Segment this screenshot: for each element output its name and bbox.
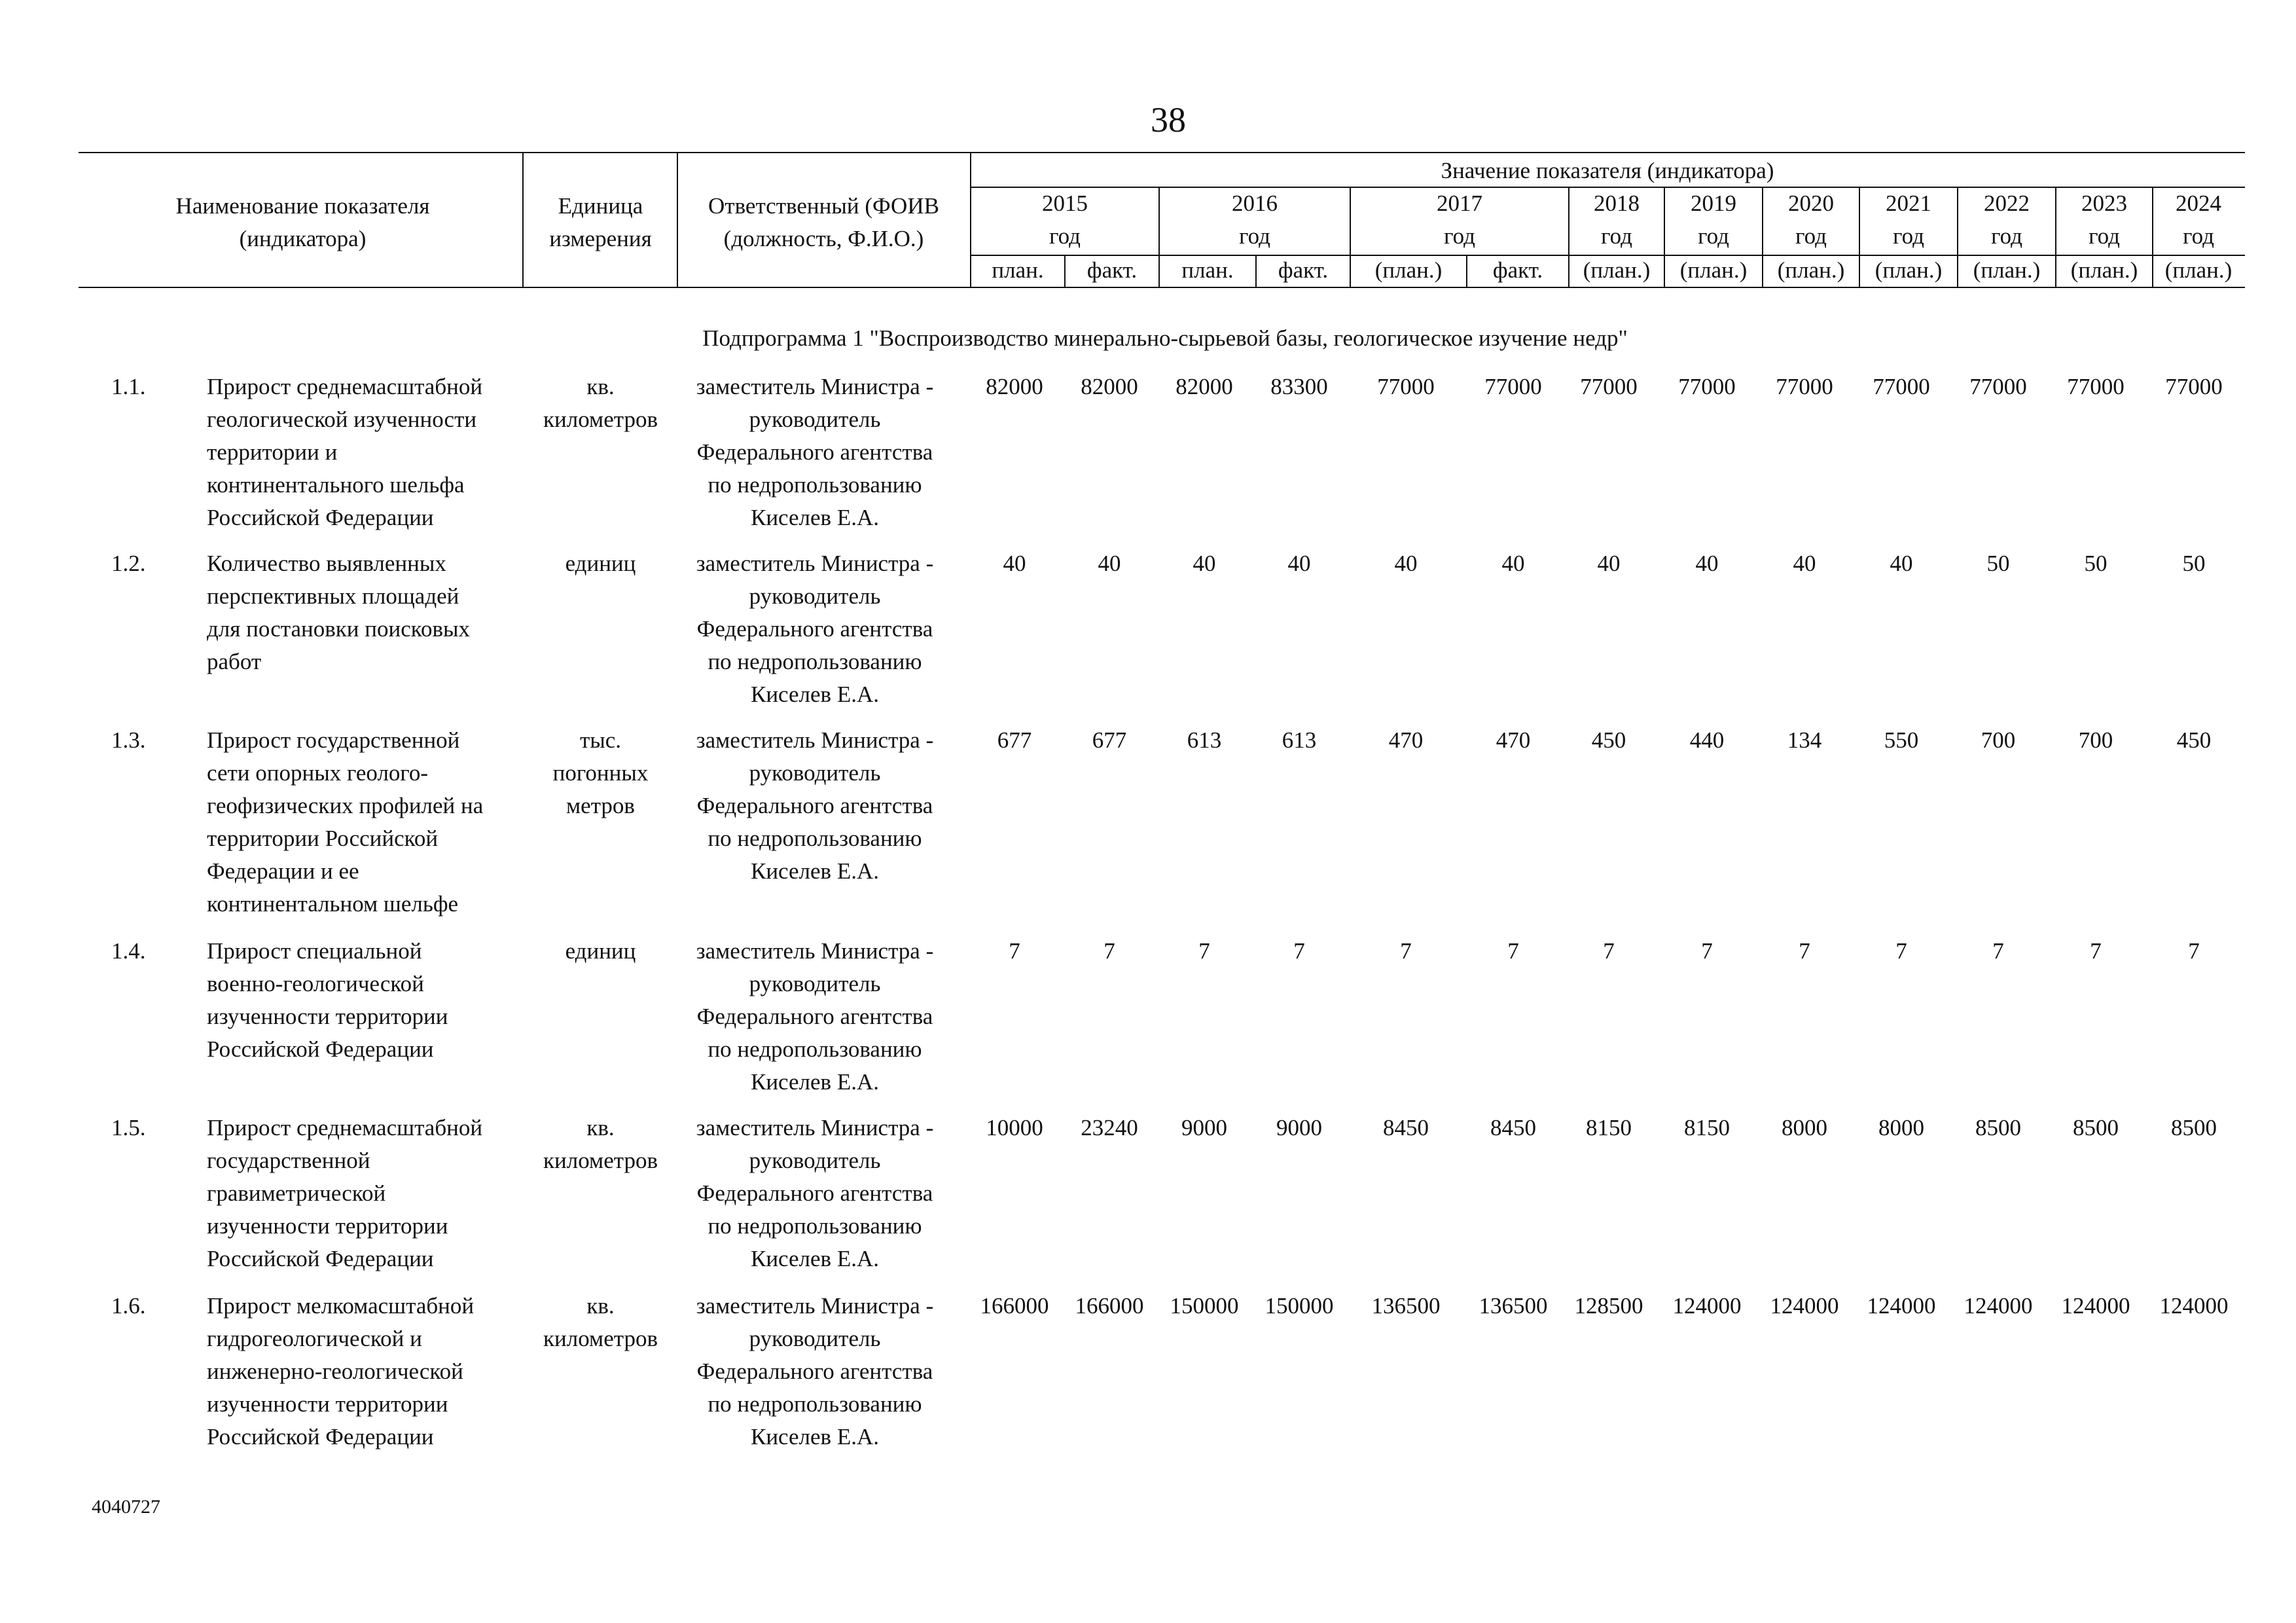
subcol-header: (план.) (2164, 257, 2233, 283)
unit-line: единиц (565, 551, 636, 576)
plan-fact-divider (1466, 255, 1467, 287)
unit-of-measure (524, 1290, 677, 1355)
indicator-value: 677 (997, 727, 1032, 753)
unit-line: километров (543, 1326, 658, 1351)
responsible-line: Киселев Е.А. (750, 1069, 879, 1095)
indicator-name-line: военно-геологической (207, 971, 424, 996)
unit-line: кв. (586, 1293, 615, 1319)
header-name-line2: (индикатора) (239, 226, 367, 251)
responsible-line: руководитель (749, 407, 881, 432)
indicator-value: 7 (1701, 938, 1713, 964)
indicator-value: 8000 (1878, 1115, 1924, 1140)
indicator-name-line: государственной (207, 1148, 370, 1173)
unit-line: метров (566, 793, 635, 818)
indicator-value: 40 (1098, 551, 1121, 576)
year-label: 2019 (1691, 191, 1736, 216)
indicator-value: 40 (1890, 551, 1913, 576)
responsible (681, 1290, 949, 1453)
indicator-value: 124000 (2159, 1293, 2229, 1319)
subcol-header: (план.) (1777, 257, 1845, 283)
indicator-value: 9000 (1181, 1115, 1227, 1140)
indicator-value: 124000 (1672, 1293, 1742, 1319)
unit-of-measure (524, 1112, 677, 1177)
indicator-value: 7 (1992, 938, 2004, 964)
header-top-rule (79, 152, 2245, 153)
indicator-value: 470 (1388, 727, 1424, 753)
unit-line: тыс. (579, 727, 622, 753)
indicator-value: 40 (1695, 551, 1719, 576)
responsible (681, 371, 949, 534)
year-label: 2018 (1594, 191, 1640, 216)
indicator-name-line: континентальном шельфе (207, 891, 459, 917)
subcol-header: (план.) (1973, 257, 2041, 283)
subprogram-title: Подпрограмма 1 "Воспроизводство минерально-сырьевой базы, геологическое изучение недр" (702, 325, 1628, 351)
indicator-value: 82000 (1175, 374, 1233, 399)
indicator-value: 40 (1193, 551, 1216, 576)
unit-of-measure (524, 371, 677, 436)
responsible-line: Киселев Е.А. (750, 505, 879, 530)
responsible-line: заместитель Министра - (696, 1293, 934, 1319)
unit-line: единиц (565, 938, 636, 964)
indicator-value: 128500 (1574, 1293, 1643, 1319)
year-label: 2020 (1788, 191, 1834, 216)
indicator-value: 77000 (1377, 374, 1435, 399)
indicator-name-line: Прирост среднемасштабной (207, 374, 483, 399)
responsible-line: Федерального агентства (696, 1359, 933, 1384)
responsible-line: Федерального агентства (696, 1004, 933, 1029)
indicator-value: 124000 (1867, 1293, 1936, 1319)
year-god-label: год (1601, 223, 1632, 249)
indicator-value: 77000 (1776, 374, 1833, 399)
indicator-value: 124000 (2061, 1293, 2130, 1319)
indicator-value: 166000 (1075, 1293, 1144, 1319)
year-god-label: год (1795, 223, 1827, 249)
header-resp-cell (678, 190, 969, 255)
responsible-line: заместитель Министра - (696, 1115, 934, 1140)
responsible-line: Федерального агентства (696, 1180, 933, 1206)
indicator-value: 7 (1400, 938, 1412, 964)
responsible-line: по недропользованию (708, 649, 922, 674)
indicator-value: 7 (1198, 938, 1210, 964)
unit-line: кв. (586, 374, 615, 399)
indicator-value: 8150 (1586, 1115, 1632, 1140)
indicator-value: 7 (1507, 938, 1519, 964)
indicator-value: 7 (1603, 938, 1615, 964)
indicator-name-line: изученности территории (207, 1004, 448, 1029)
year-label: 2021 (1886, 191, 1931, 216)
responsible (681, 935, 949, 1099)
year-god-label: год (2089, 223, 2120, 249)
indicator-value: 450 (2176, 727, 2212, 753)
year-header-2024 (2153, 187, 2244, 253)
indicator-name-line: для постановки поисковых (207, 616, 471, 642)
year-god-label: год (1444, 223, 1475, 249)
indicator-value: 77000 (1678, 374, 1736, 399)
subcol-header: (план.) (2070, 257, 2138, 283)
indicator-name-line: изученности территории (207, 1391, 448, 1417)
indicator-value: 150000 (1265, 1293, 1334, 1319)
row-number: 1.3. (111, 727, 146, 753)
indicator-value: 40 (1003, 551, 1026, 576)
indicator-name-line: Прирост специальной (207, 938, 422, 964)
indicator-name (207, 547, 521, 678)
indicator-value: 77000 (1873, 374, 1930, 399)
page-number: 38 (1151, 100, 1186, 139)
plan-fact-divider (1064, 255, 1066, 287)
indicator-value: 7 (1799, 938, 1810, 964)
indicator-name-line: сети опорных геолого- (207, 760, 429, 786)
table-header (0, 0, 2296, 301)
indicator-value: 77000 (1969, 374, 2027, 399)
subcol-header: факт. (1278, 257, 1329, 283)
responsible-line: руководитель (749, 1326, 881, 1351)
indicator-value: 700 (1981, 727, 2016, 753)
indicator-name (207, 724, 521, 921)
responsible-line: по недропользованию (708, 1391, 922, 1417)
indicator-value: 40 (1597, 551, 1621, 576)
year-god-label: год (1893, 223, 1924, 249)
indicator-value: 77000 (1484, 374, 1542, 399)
indicator-value: 82000 (1081, 374, 1138, 399)
plan-fact-divider (1255, 255, 1257, 287)
indicator-name-line: Прирост государственной (207, 727, 460, 753)
responsible-line: Федерального агентства (696, 616, 933, 642)
indicator-value: 8000 (1782, 1115, 1827, 1140)
indicator-value: 613 (1187, 727, 1222, 753)
indicator-name-line: перспективных площадей (207, 583, 459, 609)
indicator-value: 8500 (2171, 1115, 2217, 1140)
indicator-value: 40 (1394, 551, 1418, 576)
unit-line: кв. (586, 1115, 615, 1140)
indicator-name-line: Российской Федерации (207, 1424, 434, 1450)
responsible (681, 1112, 949, 1275)
year-header-2022 (1958, 187, 2055, 253)
indicator-value: 7 (2188, 938, 2200, 964)
indicator-name-line: геологической изученности (207, 407, 477, 432)
year-header-2019 (1665, 187, 1762, 253)
year-god-label: год (2183, 223, 2214, 249)
row-number: 1.6. (111, 1293, 146, 1319)
unit-line: километров (543, 1148, 658, 1173)
year-god-label: год (1698, 223, 1729, 249)
subcol-header: (план.) (1374, 257, 1443, 283)
indicator-value: 23240 (1081, 1115, 1138, 1140)
indicator-value: 50 (2084, 551, 2108, 576)
indicator-value: 550 (1884, 727, 1919, 753)
indicator-value: 613 (1282, 727, 1317, 753)
subcol-header: факт. (1492, 257, 1543, 283)
indicator-name-line: Количество выявленных (207, 551, 446, 576)
indicator-name-line: территории Российской (207, 826, 439, 851)
indicator-value: 124000 (1770, 1293, 1839, 1319)
year-header-2016 (1160, 187, 1350, 253)
responsible-line: руководитель (749, 971, 881, 996)
responsible-line: по недропользованию (708, 1036, 922, 1062)
responsible-line: Федерального агентства (696, 793, 933, 818)
year-header-2020 (1763, 187, 1859, 253)
header-name-line1: Наименование показателя (175, 193, 430, 219)
subcol-header: план. (992, 257, 1044, 283)
indicator-value: 8450 (1490, 1115, 1536, 1140)
row-number: 1.2. (111, 551, 146, 576)
indicator-value: 77000 (2067, 374, 2125, 399)
header-unit-line1: Единица (558, 193, 643, 219)
subcol-header: план. (1181, 257, 1234, 283)
responsible-line: руководитель (749, 1148, 881, 1173)
indicator-name-line: Российской Федерации (207, 1036, 434, 1062)
responsible-line: заместитель Министра - (696, 551, 934, 576)
indicator-value: 50 (1986, 551, 2010, 576)
responsible-line: Федерального агентства (696, 439, 933, 465)
indicator-value: 7 (1895, 938, 1907, 964)
header-unit-line2: измерения (549, 226, 652, 251)
row-number: 1.4. (111, 938, 146, 964)
header-value-title: Значение показателя (индикатора) (1441, 158, 1774, 183)
responsible-line: Киселев Е.А. (750, 1424, 879, 1450)
indicator-value: 82000 (986, 374, 1043, 399)
indicator-value: 83300 (1270, 374, 1328, 399)
year-label: 2016 (1232, 191, 1278, 216)
indicator-value: 8450 (1383, 1115, 1429, 1140)
responsible (681, 547, 949, 711)
unit-line: погонных (552, 760, 649, 786)
indicator-name-line: территории и (207, 439, 338, 465)
year-god-label: год (1239, 223, 1270, 249)
responsible-line: Киселев Е.А. (750, 1246, 879, 1271)
indicator-name (207, 371, 521, 534)
indicator-name-line: работ (207, 649, 262, 674)
year-header-2021 (1860, 187, 1957, 253)
responsible-line: по недропользованию (708, 1213, 922, 1239)
indicator-value: 450 (1591, 727, 1626, 753)
indicator-value: 136500 (1479, 1293, 1548, 1319)
indicator-value: 8500 (2073, 1115, 2119, 1140)
year-header-2015 (971, 187, 1158, 253)
header-resp-line1: Ответственный (ФОИВ (708, 193, 939, 219)
indicator-value: 124000 (1964, 1293, 2033, 1319)
header-unit-cell (524, 190, 677, 255)
indicator-value: 77000 (1580, 374, 1638, 399)
indicator-value: 136500 (1371, 1293, 1441, 1319)
indicator-value: 150000 (1170, 1293, 1239, 1319)
indicator-name-line: континентального шельфа (207, 472, 465, 498)
unit-line: километров (543, 407, 658, 432)
responsible-line: руководитель (749, 583, 881, 609)
indicator-value: 7 (1009, 938, 1020, 964)
indicator-value: 8150 (1684, 1115, 1730, 1140)
indicator-name-line: инженерно-геологической (207, 1359, 463, 1384)
year-label: 2015 (1042, 191, 1088, 216)
indicator-name-line: Прирост среднемасштабной (207, 1115, 483, 1140)
indicator-value: 40 (1501, 551, 1525, 576)
indicator-name-line: Прирост мелкомасштабной (207, 1293, 475, 1319)
unit-of-measure (524, 724, 677, 822)
row-number: 1.1. (111, 374, 146, 399)
responsible-line: руководитель (749, 760, 881, 786)
indicator-value: 8500 (1975, 1115, 2021, 1140)
responsible-line: по недропользованию (708, 826, 922, 851)
year-god-label: год (1991, 223, 2022, 249)
year-header-2023 (2056, 187, 2152, 253)
indicator-value: 166000 (980, 1293, 1049, 1319)
indicator-name (207, 935, 521, 1066)
document-code: 4040727 (92, 1496, 160, 1518)
indicator-value: 134 (1787, 727, 1822, 753)
indicator-name-line: изученности территории (207, 1213, 448, 1239)
year-label: 2023 (2081, 191, 2127, 216)
responsible-line: заместитель Министра - (696, 374, 934, 399)
year-god-label: год (1049, 223, 1081, 249)
indicator-value: 50 (2182, 551, 2206, 576)
subcol-header: факт. (1086, 257, 1138, 283)
indicator-value: 7 (1293, 938, 1305, 964)
header-bottom-rule (79, 287, 2245, 288)
indicator-name-line: Федерации и ее (207, 858, 359, 884)
indicator-value: 40 (1287, 551, 1311, 576)
indicator-value: 40 (1793, 551, 1816, 576)
indicator-value: 7 (1103, 938, 1115, 964)
indicator-name-line: Российской Федерации (207, 505, 434, 530)
indicator-name-line: геофизических профилей на (207, 793, 484, 818)
indicator-value: 677 (1092, 727, 1127, 753)
year-label: 2024 (2176, 191, 2221, 216)
responsible-line: Киселев Е.А. (750, 858, 879, 884)
indicator-name (207, 1290, 521, 1453)
subcol-header: (план.) (1874, 257, 1943, 283)
indicator-value: 77000 (2165, 374, 2223, 399)
indicator-value: 10000 (986, 1115, 1043, 1140)
row-number: 1.5. (111, 1115, 146, 1140)
indicator-name-line: гравиметрической (207, 1180, 386, 1206)
indicator-value: 440 (1689, 727, 1725, 753)
indicator-value: 7 (2090, 938, 2102, 964)
responsible-line: по недропользованию (708, 472, 922, 498)
indicator-name (207, 1112, 521, 1275)
unit-of-measure (524, 547, 677, 580)
year-label: 2017 (1437, 191, 1482, 216)
subcol-header: (план.) (1679, 257, 1748, 283)
responsible-line: Киселев Е.А. (750, 682, 879, 707)
indicator-value: 9000 (1276, 1115, 1322, 1140)
year-label: 2022 (1984, 191, 2030, 216)
indicator-name-line: гидрогеологической и (207, 1326, 422, 1351)
indicator-name-line: Российской Федерации (207, 1246, 434, 1271)
header-name-cell (85, 190, 520, 255)
subcol-header: (план.) (1583, 257, 1651, 283)
responsible-line: заместитель Министра - (696, 727, 934, 753)
indicator-value: 700 (2078, 727, 2113, 753)
year-header-2017 (1351, 187, 1568, 253)
year-header-2018 (1570, 187, 1664, 253)
responsible (681, 724, 949, 888)
responsible-line: заместитель Министра - (696, 938, 934, 964)
unit-of-measure (524, 935, 677, 968)
header-resp-line2: (должность, Ф.И.О.) (723, 226, 924, 251)
indicator-value: 470 (1496, 727, 1531, 753)
